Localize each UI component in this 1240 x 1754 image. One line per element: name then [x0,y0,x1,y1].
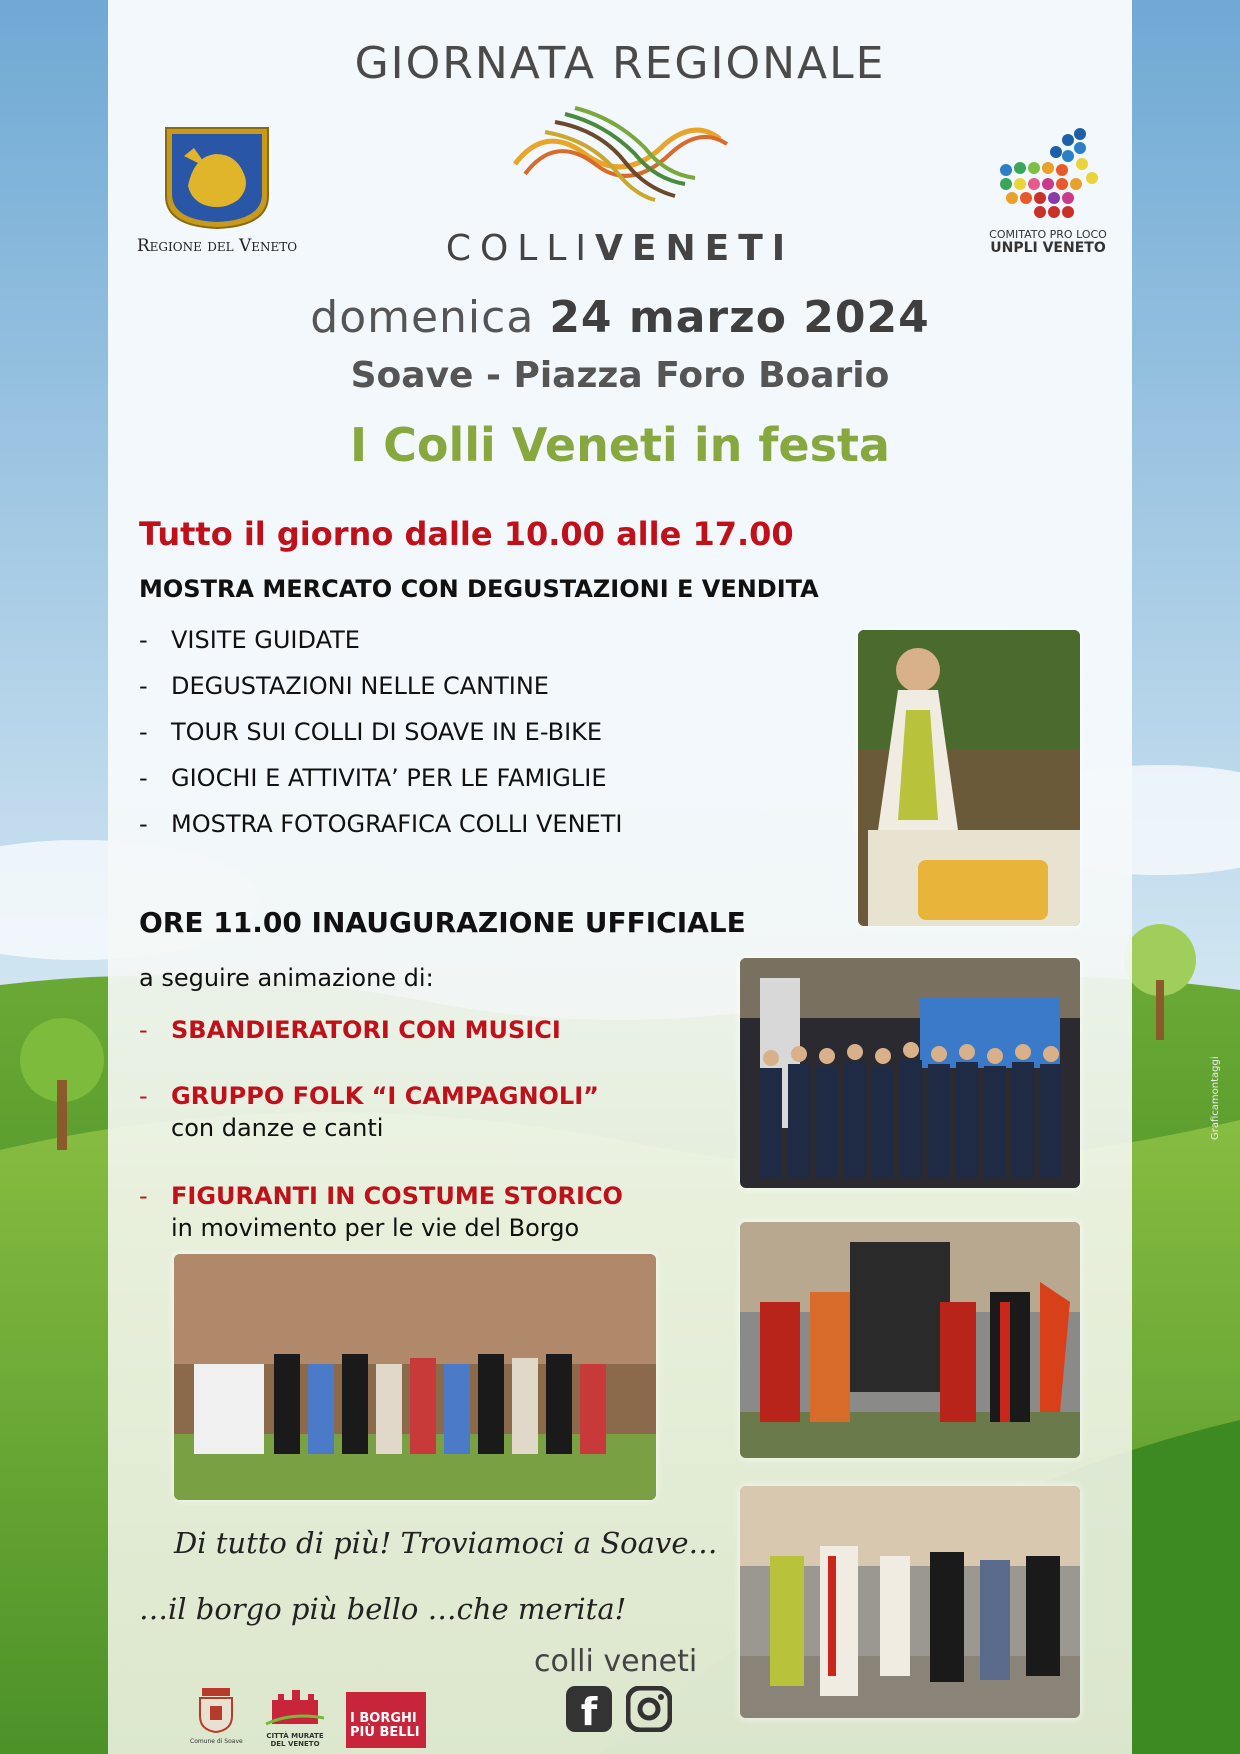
unpli-caption [988,229,1108,256]
activities-list [139,624,622,854]
activity-label: DEGUSTAZIONI NELLE CANTINE [171,672,549,700]
all-day-hours: Tutto il giorno dalle 10.00 alle 17.00 [139,515,794,553]
region-caption: Regione del Veneto [136,236,298,256]
brand-light: COLLI [445,228,596,269]
activity-label: MOSTRA FOTOGRAFICA COLLI VENETI [171,810,623,838]
instagram-icon[interactable] [626,1686,672,1732]
social-label: colli veneti [534,1644,698,1679]
citta-murate-caption: CITTÀ MURATE DEL VENETO [266,1732,324,1748]
activity-label: GIOCHI E ATTIVITA’ PER LE FAMIGLIE [171,764,607,792]
show-item [139,1180,623,1244]
region-veneto-logo [164,126,270,230]
activity-label: VISITE GUIDATE [171,626,360,654]
show-title: GRUPPO FOLK “I CAMPAGNOLI” [171,1082,599,1110]
borghi-line-1: I BORGHI [350,1711,417,1726]
list-item [139,762,622,808]
list-item [139,808,622,854]
list-dash: - [139,672,148,700]
borghi-line-2: PIÙ BELLI [350,1725,420,1740]
borghi-piu-belli-logo [346,1692,426,1748]
date-prefix: domenica [310,292,535,343]
unpli-dots-logo [998,126,1098,226]
unpli-line-1: COMITATO PRO LOCO [989,228,1107,241]
comune-caption: Comune di Soave [190,1738,243,1745]
photo-inauguration-group [740,958,1080,1188]
comune-soave-logo [190,1686,243,1748]
list-dash: - [139,1182,148,1210]
citta-murate-logo [262,1688,328,1750]
list-item [139,670,622,716]
show-detail: con danze e canti [171,1114,384,1142]
photo-flag-wavers [740,1222,1080,1458]
photo-costume-food [858,630,1080,926]
inauguration-heading: ORE 11.00 INAUGURAZIONE UFFICIALE [139,906,746,939]
closing-line-2: …il borgo più bello …che merita! [139,1592,627,1626]
unpli-line-2: UNPLI VENETO [990,240,1106,256]
list-item [139,624,622,670]
show-title: FIGURANTI IN COSTUME STORICO [171,1182,623,1210]
activity-label: TOUR SUI COLLI DI SOAVE IN E-BIKE [171,718,603,746]
show-detail: in movimento per le vie del Borgo [171,1214,580,1242]
list-dash: - [139,810,148,838]
photo-folk-group [174,1254,656,1500]
credit-text: Graficamontaggi [1210,1056,1221,1140]
date-main: 24 marzo 2024 [549,292,930,343]
following-label: a seguire animazione di: [139,964,434,992]
lion-crest-icon [164,126,270,230]
list-dash: - [139,764,148,792]
show-item [139,1014,561,1046]
photo-historic-costumes [740,1486,1080,1718]
brand-bold: VENETI [595,228,795,269]
event-date [108,292,1132,343]
list-dash: - [139,626,148,654]
list-dash: - [139,718,148,746]
list-dash: - [139,1082,148,1110]
list-item [139,716,622,762]
show-item [139,1080,599,1144]
event-tagline: I Colli Veneti in festa [350,418,890,472]
show-title: SBANDIERATORI CON MUSICI [171,1016,561,1044]
colli-veneti-logo-mark [505,104,735,204]
market-heading: MOSTRA MERCATO CON DEGUSTAZIONI E VENDITA [139,575,819,603]
event-place: Soave - Piazza Foro Boario [350,355,890,396]
closing-line-1: Di tutto di più! Troviamoci a Soave… [174,1526,718,1560]
event-title: GIORNATA REGIONALE [354,38,886,89]
facebook-icon[interactable]: f [566,1686,612,1732]
list-dash: - [139,1016,148,1044]
